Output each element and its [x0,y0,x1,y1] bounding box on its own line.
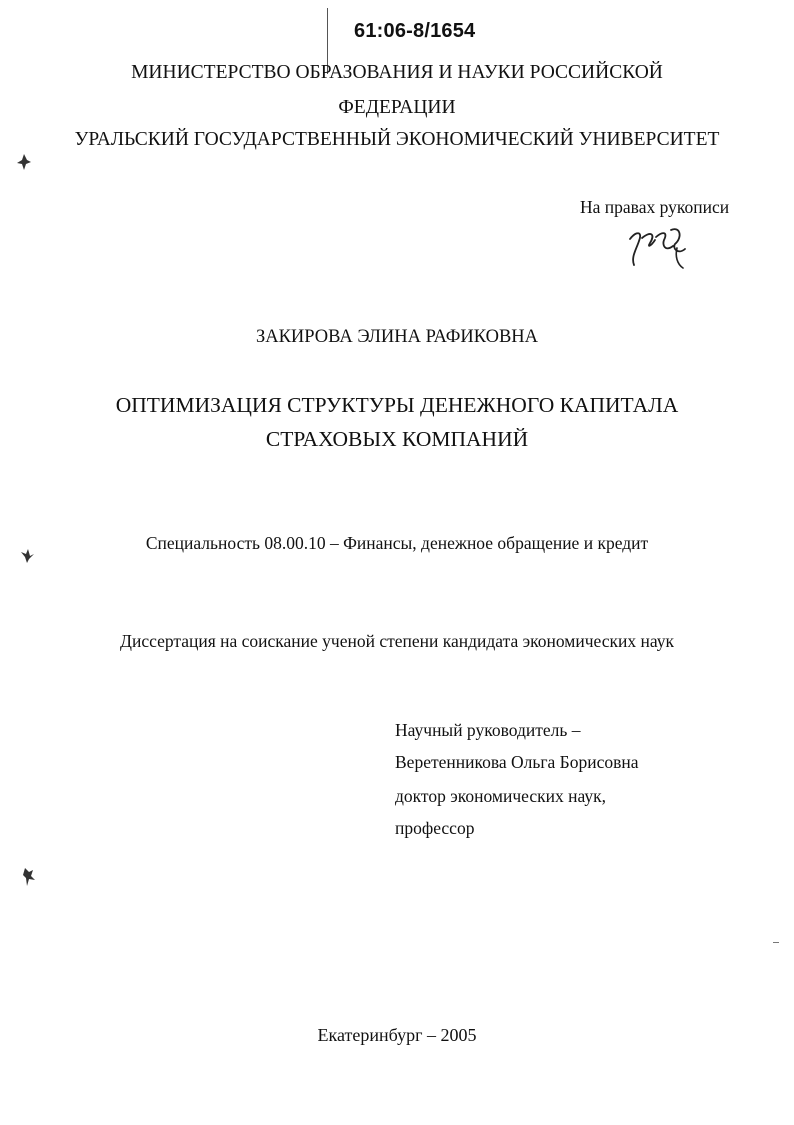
manuscript-rights-note: На правах рукописи [580,197,730,217]
federation-line: ФЕДЕРАЦИИ [338,97,456,118]
supervisor-degree: доктор экономических наук, [395,786,606,806]
university-line: УРАЛЬСКИЙ ГОСУДАРСТВЕННЫЙ ЭКОНОМИЧЕСКИЙ УНИВЕРСИТЕТ [74,129,720,150]
supervisor-name: Веретенникова Ольга Борисовна [395,752,639,772]
dissertation-title-line-1: ОПТИМИЗАЦИЯ СТРУКТУРЫ ДЕНЕЖНОГО КАПИТАЛА [115,393,679,417]
supervisor-role: Научный руководитель – [395,720,581,740]
specialty-line: Специальность 08.00.10 – Финансы, денежное обращение и кредит [145,533,649,553]
city-year: Екатеринбург – 2005 [317,1025,477,1045]
dissertation-title-line-2: СТРАХОВЫХ КОМПАНИЙ [265,427,529,451]
binding-mark-icon [20,866,38,888]
handwritten-signature [622,222,692,272]
scan-dash-mark [773,942,779,943]
dissertation-degree-line: Диссертация на соискание ученой степени кандидата экономических наук [120,631,674,651]
author-name: ЗАКИРОВА ЭЛИНА РАФИКОВНА [255,327,539,347]
library-stamp-code: 61:06-8/1654 [354,20,476,42]
binding-mark-icon [15,150,33,172]
supervisor-title: профессор [395,818,475,838]
ministry-line: МИНИСТЕРСТВО ОБРАЗОВАНИЯ И НАУКИ РОССИЙСКОЙ [131,62,663,83]
binding-mark-icon [18,544,36,566]
